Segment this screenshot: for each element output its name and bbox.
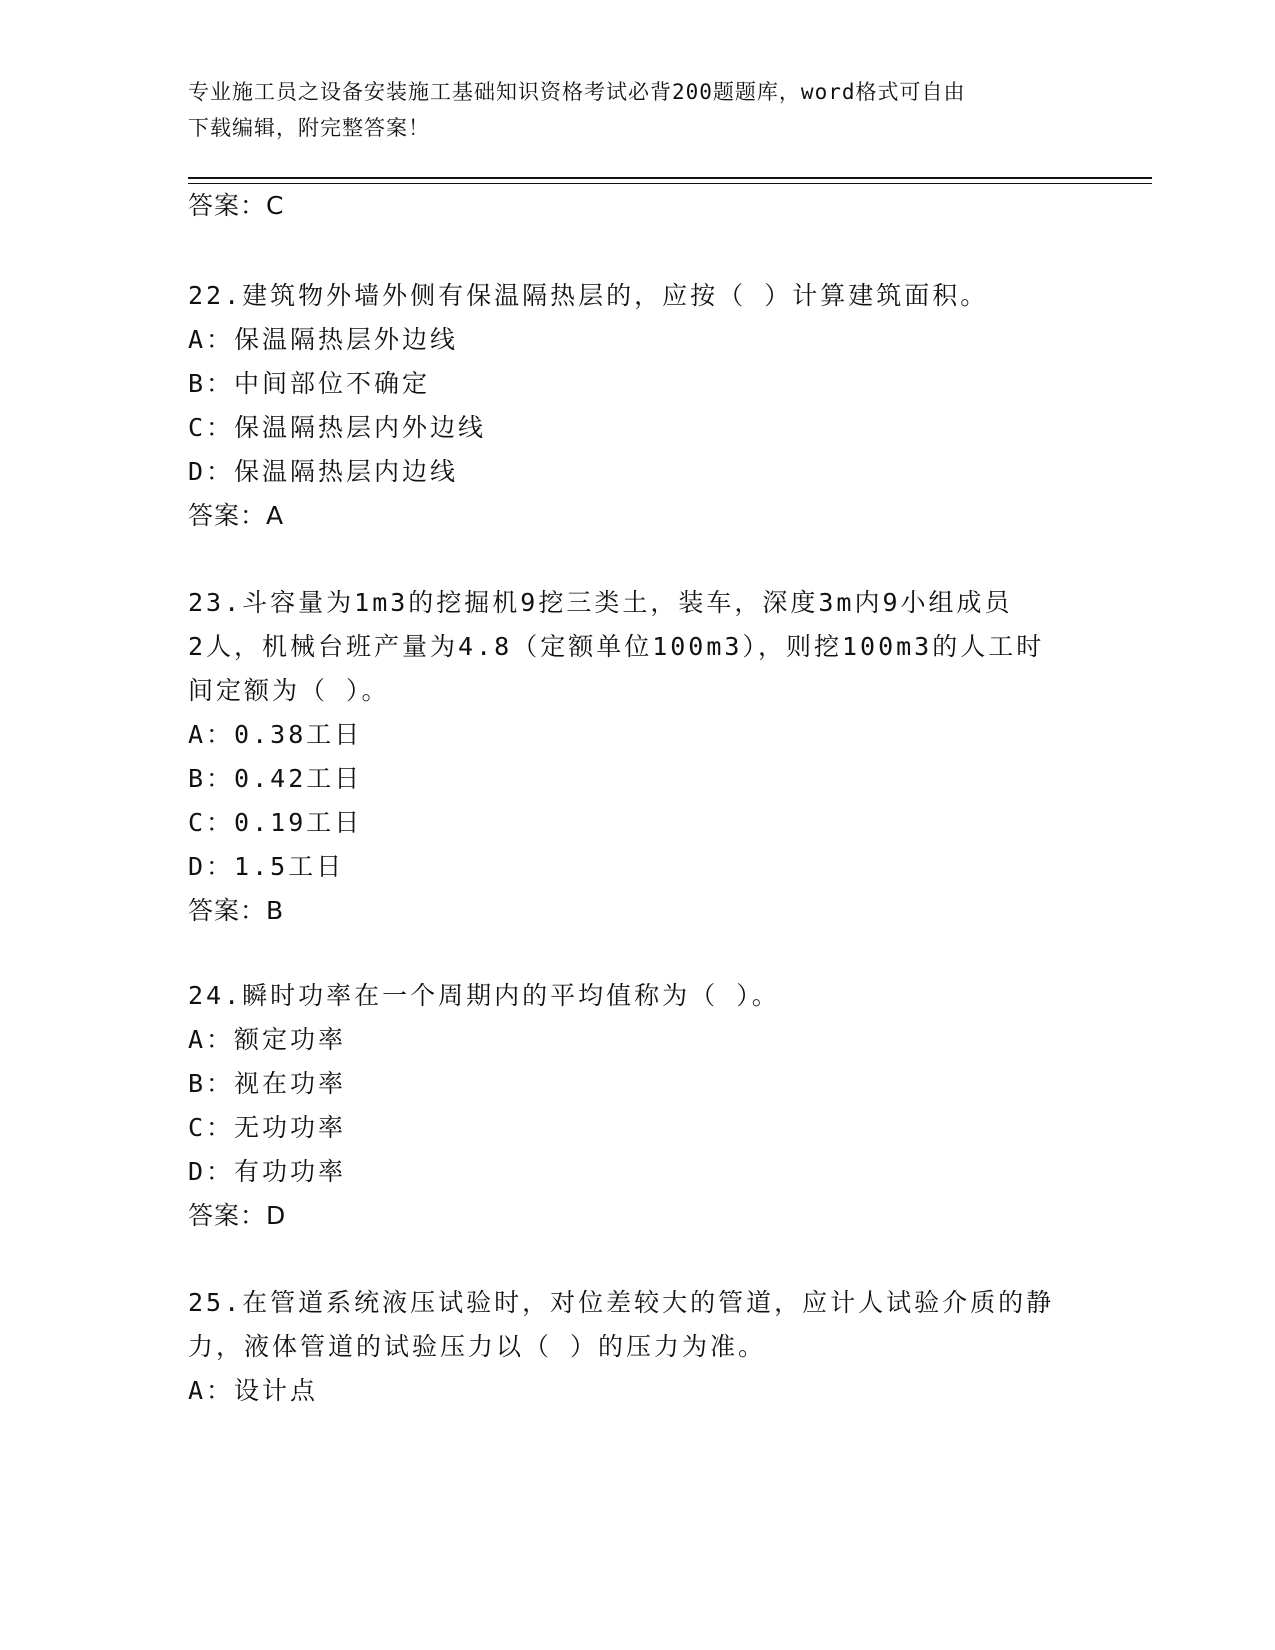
q22-option-c: C：保温隔热层内外边线 [188, 413, 487, 442]
q23-stem-line-2: 2人，机械台班产量为4.8（定额单位100m3），则挖100m3的人工时 [188, 632, 1045, 661]
q24-option-a: A：额定功率 [188, 1025, 347, 1054]
q24-answer: 答案：D [188, 1201, 287, 1230]
q25-stem-line-2: 力，液体管道的试验压力以（ ）的压力为准。 [188, 1332, 767, 1361]
q24-option-b: B：视在功率 [188, 1069, 347, 1098]
q23-option-a: A：0.38工日 [188, 720, 363, 749]
q23-option-c: C：0.19工日 [188, 808, 363, 837]
header-rule-thin [188, 183, 1152, 184]
q22-answer: 答案：A [188, 501, 285, 530]
q22-stem: 22.建筑物外墙外侧有保温隔热层的，应按（ ）计算建筑面积。 [188, 281, 989, 310]
q21-answer: 答案：C [188, 191, 285, 220]
q25-option-a: A：设计点 [188, 1376, 319, 1405]
q23-option-d: D：1.5工日 [188, 852, 345, 881]
q23-option-b: B：0.42工日 [188, 764, 363, 793]
header-line-1: 专业施工员之设备安装施工基础知识资格考试必背200题题库，word格式可自由 [188, 80, 966, 104]
q23-answer: 答案：B [188, 896, 285, 925]
q24-option-d: D：有功功率 [188, 1157, 347, 1186]
q25-stem-line-1: 25.在管道系统液压试验时，对位差较大的管道，应计人试验介质的静 [188, 1288, 1055, 1317]
q23-stem-line-1: 23.斗容量为1m3的挖掘机9挖三类土，装车，深度3m内9小组成员 [188, 588, 1013, 617]
q22-option-b: B：中间部位不确定 [188, 369, 431, 398]
header-line-2: 下载编辑，附完整答案！ [188, 116, 430, 140]
header-rule-thick [188, 177, 1152, 179]
q22-option-a: A：保温隔热层外边线 [188, 325, 459, 354]
q24-stem: 24.瞬时功率在一个周期内的平均值称为（ ）。 [188, 981, 780, 1010]
q23-stem-line-3: 间定额为（ ）。 [188, 676, 390, 705]
q22-option-d: D：保温隔热层内边线 [188, 457, 459, 486]
q24-option-c: C：无功功率 [188, 1113, 347, 1142]
document-header [188, 74, 1068, 146]
